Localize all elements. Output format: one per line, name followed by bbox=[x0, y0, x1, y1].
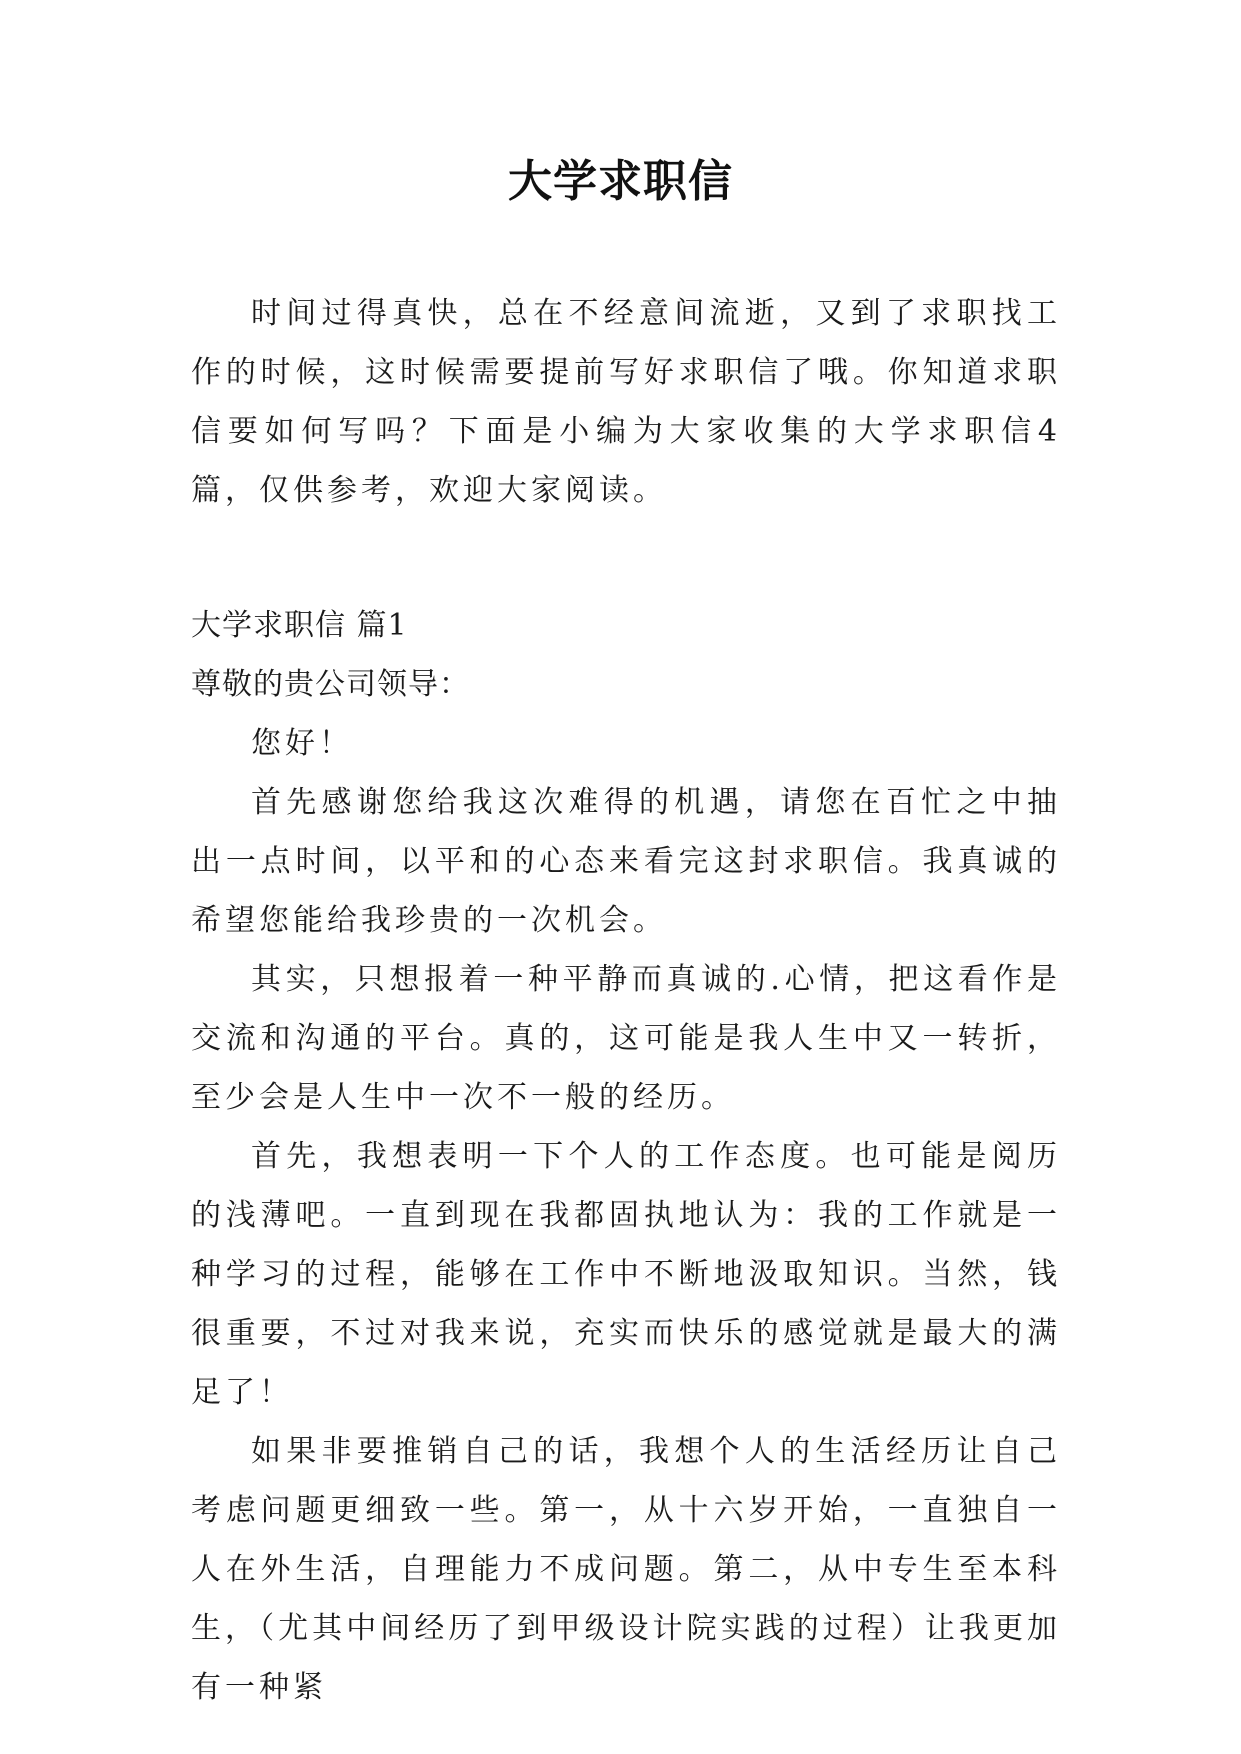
document-body bbox=[191, 284, 1061, 1717]
greeting: 您好！ bbox=[251, 726, 353, 761]
section-spacer bbox=[191, 520, 1061, 596]
document-title: 大学求职信 bbox=[508, 156, 733, 207]
section-heading: 大学求职信 篇1 bbox=[191, 608, 408, 643]
salutation: 尊敬的贵公司领导： bbox=[191, 667, 470, 702]
body-paragraph-1: 首先感谢您给我这次难得的机遇，请您在百忙之中抽出一点时间，以平和的心态来看完这封求职信。我真诚的希望您能给我珍贵的一次机会。 bbox=[191, 785, 1061, 938]
body-paragraph-3: 首先，我想表明一下个人的工作态度。也可能是阅历的浅薄吧。一直到现在我都固执地认为：我的工作就是一种学习的过程，能够在工作中不断地汲取知识。当然，钱很重要，不过对我来说，充实而快乐的感觉就是最大的满足了！ bbox=[191, 1139, 1061, 1410]
intro-paragraph: 时间过得真快，总在不经意间流逝，又到了求职找工作的时候，这时候需要提前写好求职信了哦。你知道求职信要如何写吗？下面是小编为大家收集的大学求职信4篇，仅供参考，欢迎大家阅读。 bbox=[191, 296, 1061, 508]
body-paragraph-2: 其实，只想报着一种平静而真诚的.心情，把这看作是交流和沟通的平台。真的，这可能是我人生中又一转折，至少会是人生中一次不一般的经历。 bbox=[191, 962, 1061, 1115]
body-paragraph-4: 如果非要推销自己的话，我想个人的生活经历让自己考虑问题更细致一些。第一，从十六岁开始，一直独自一人在外生活，自理能力不成问题。第二，从中专生至本科生，（尤其中间经历了到甲级设计院实践的过程）让我更加有一种紧 bbox=[191, 1434, 1061, 1705]
